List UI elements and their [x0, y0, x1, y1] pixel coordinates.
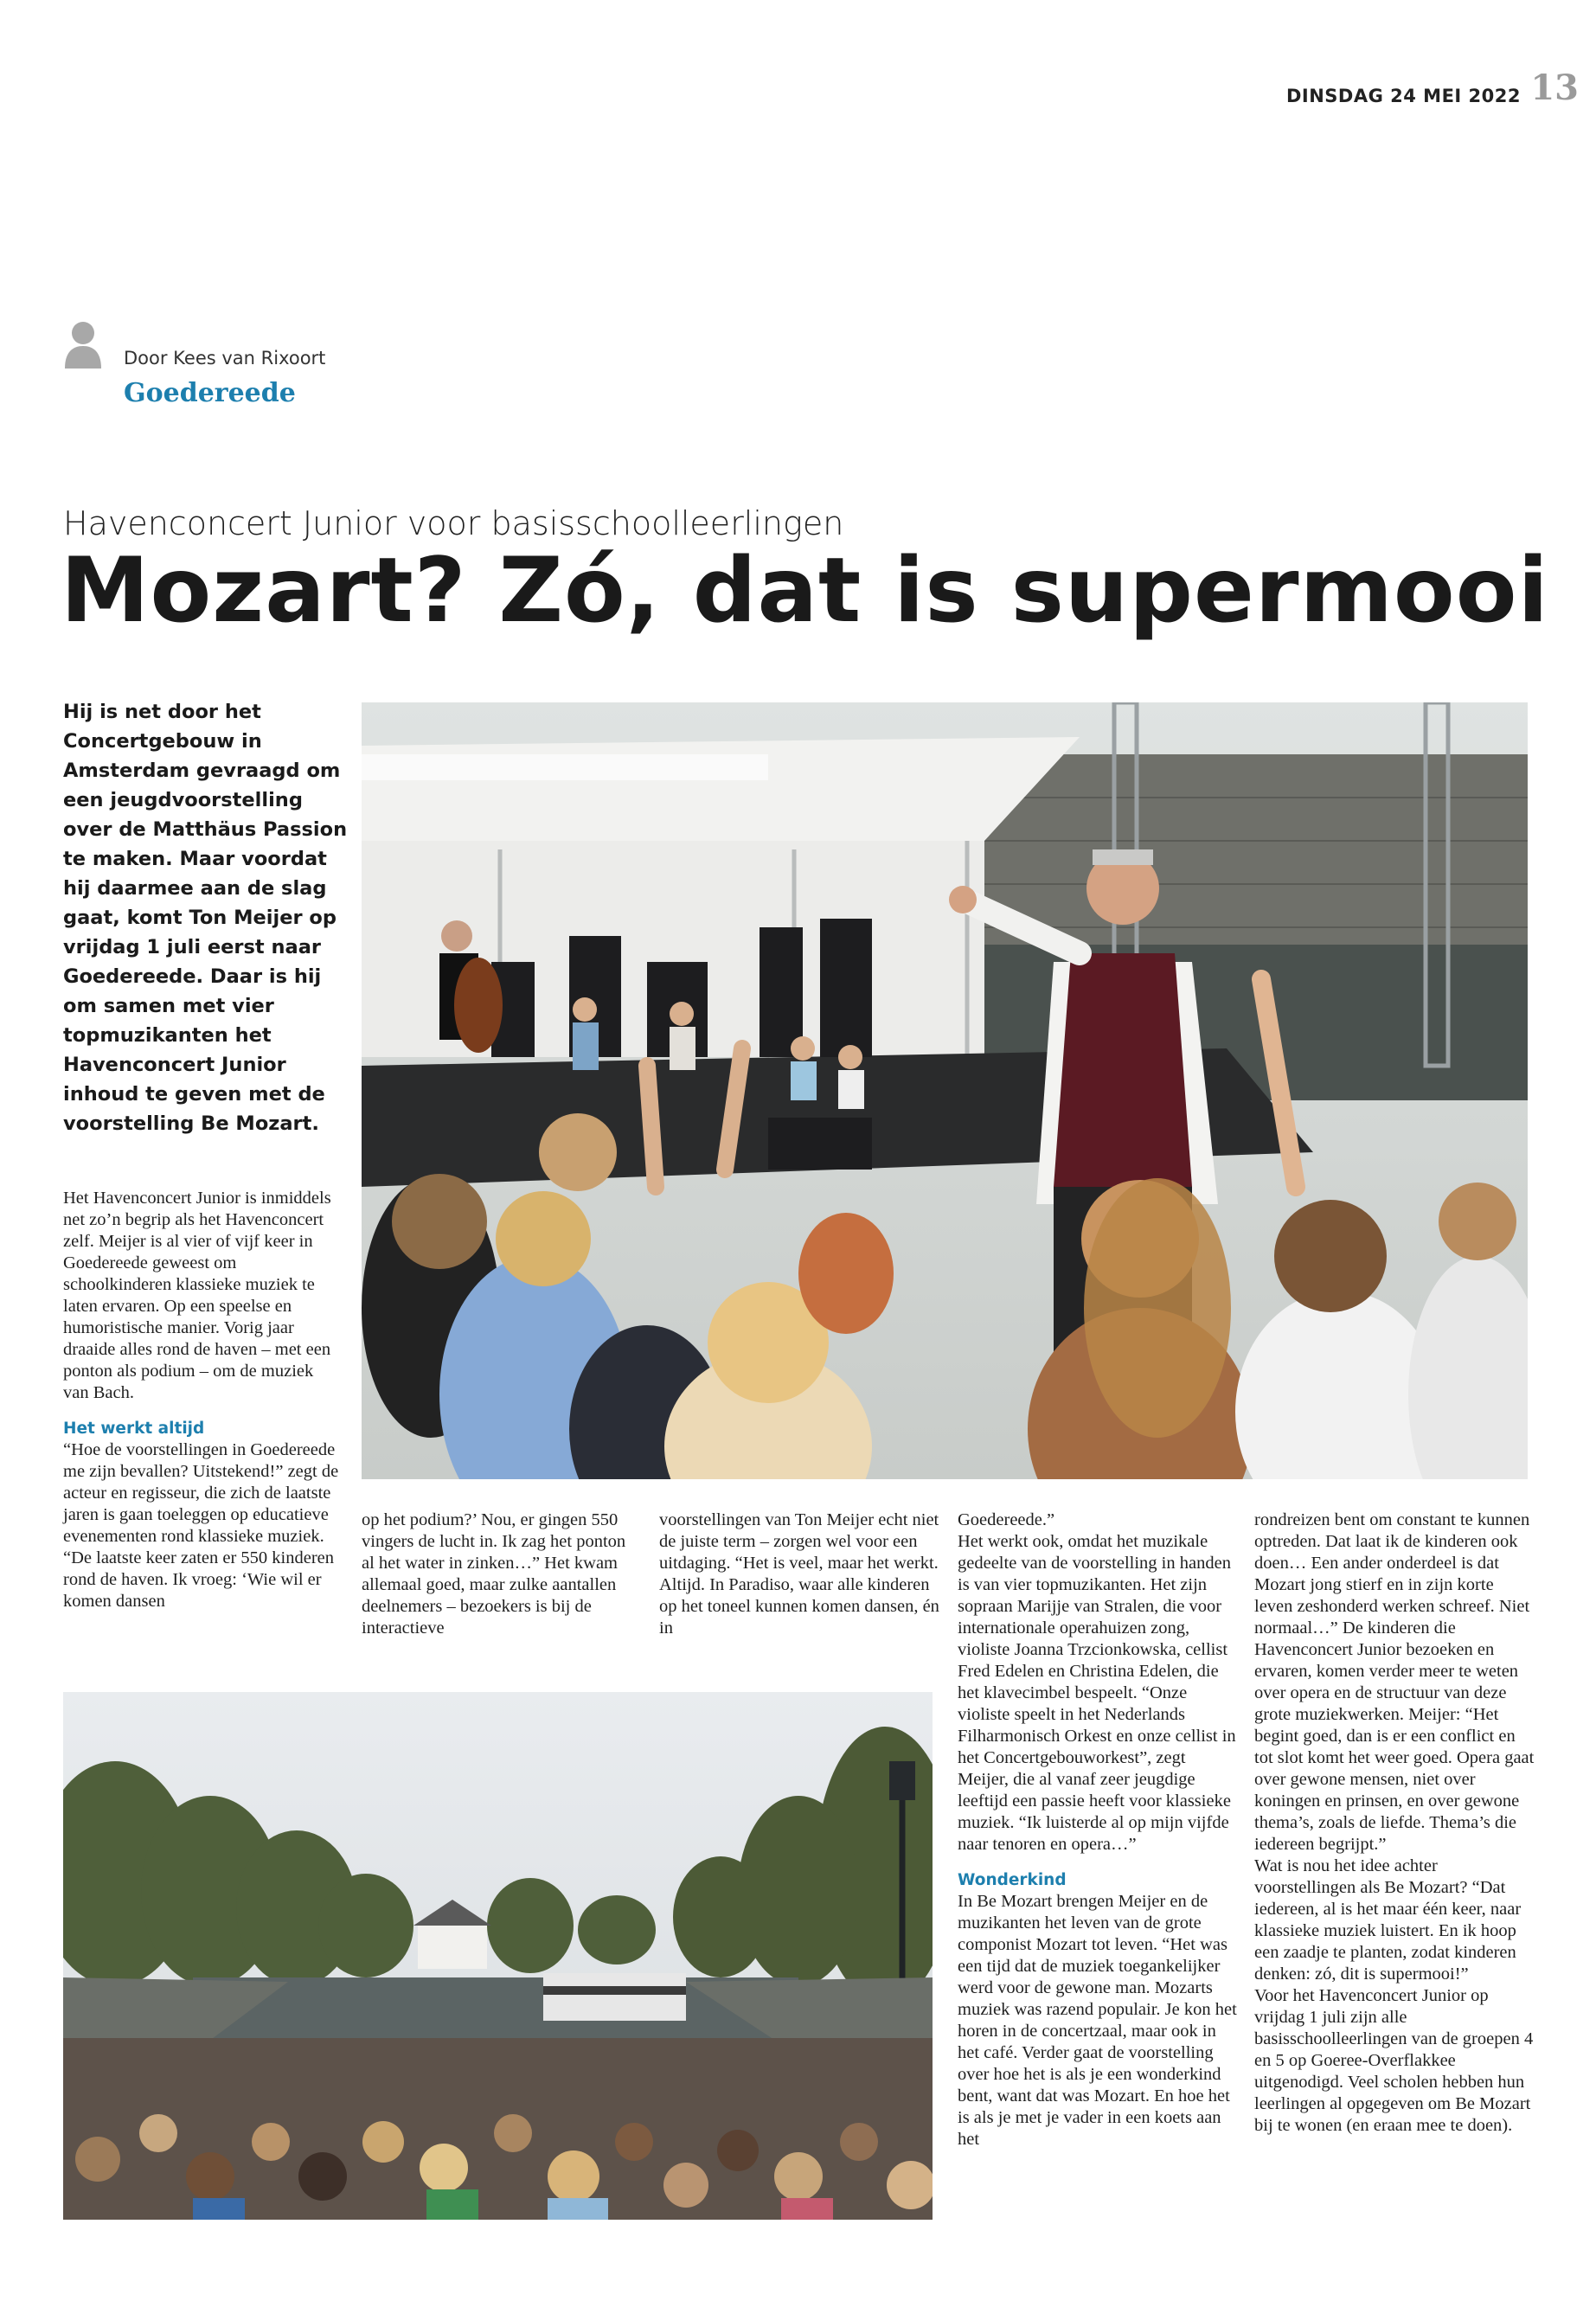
- article-column-1: [63, 1188, 340, 1612]
- paragraph: Voor het Havenconcert Junior op vrijdag 1 juli zijn alle basisschoolleerlingen van de groepen 4 en 5 op Goeree-Overflakkee uitgenodigd. Veel scholen hebben hun leerlingen al opgegeven om Be Mozart bij te wonen (en eraan mee te doen).: [1254, 1986, 1534, 2135]
- article-headline: Mozart? Zó, dat is supermooi: [61, 539, 1549, 643]
- location-label: Goedereede: [124, 378, 296, 408]
- subheading: Het werkt altijd: [63, 1420, 205, 1438]
- author-byline: Door Kees van Rixoort: [124, 348, 326, 369]
- article-lead: Hij is net door het Concertgebouw in Amsterdam gevraagd om een jeugdvoorstelling over de Matthäus Passion te maken. Maar voordat hij daarmee aan de slag gaat, komt Ton Meijer op vrijdag 1 juli eerst naar Goedereede. Daar is hij om samen met vier topmuzikanten het Havenconcert Junior inhoud te geven met de voorstelling Be Mozart.: [63, 701, 348, 1135]
- article-column-4: [958, 1509, 1240, 2150]
- stage-performance-photo: [362, 702, 1528, 1479]
- article-column-2: [362, 1509, 638, 1639]
- harbour-audience-photo: [63, 1692, 933, 2220]
- page-number: 13: [1530, 67, 1579, 108]
- article-column-3: [659, 1509, 940, 1639]
- article-column-5: [1254, 1509, 1535, 2137]
- subheading: Wonderkind: [958, 1871, 1067, 1889]
- paragraph: In Be Mozart brengen Meijer en de muzikanten het leven van de grote componist Mozart tot leven. “Het was een tijd dat de muziek toegankelijker werd voor de gewone man. Mozarts muziek was razend populair. Je kon het horen in de concertzaal, maar ook in het café. Verder gaat de voorstelling over hoe het is als je een wonderkind bent, want dat was Mozart. En hoe het is als je met je vader in een koets aan het: [958, 1892, 1237, 2149]
- paragraph: Wat is nou het idee achter voorstellingen als Be Mozart? “Dat iedereen, al is het maar één keer, naar klassieke muziek luistert. En ik hoop een zaadje te planten, zodat kinderen denken: zó, dit is supermooi!”: [1254, 1856, 1522, 1984]
- paragraph: op het podium?’ Nou, er gingen 550 vingers de lucht in. Ik zag het ponton al het water in zinken…” Het kwam allemaal goed, maar zulke aantallen deelnemers – bezoekers is bij de interactieve: [362, 1510, 626, 1638]
- paragraph: voorstellingen van Ton Meijer echt niet de juiste term – zorgen wel voor een uitdaging. “Het is veel, maar het werkt. Altijd. In Paradiso, waar alle kinderen op het toneel kunnen komen dansen, én in: [659, 1510, 939, 1638]
- paragraph: Het Havenconcert Junior is inmiddels net zo’n begrip als het Havenconcert zelf. Meijer is al vier of vijf keer in Goedereede geweest om schoolkinderen klassieke muziek te laten ervaren. Op een speelse en humoristische manier. Vorig jaar draaide alles rond de haven – met een ponton als podium – om de muziek van Bach.: [63, 1189, 331, 1402]
- paragraph: rondreizen bent om constant te kunnen optreden. Dat laat ik de kinderen ook doen… Een ander onderdeel is dat Mozart jong stierf en in zijn korte leven zeshonderd werken schreef. Niet normaal…” De kinderen die Havenconcert Junior bezoeken en ervaren, komen verder meer te weten over opera en de structuur van deze grote muziekwerken. Meijer: “Het begint goed, dan is er een conflict en tot slot komt het weer goed. Opera gaat over gewone mensen, niet over koningen en prinsen, en over gewone thema’s, zoals de liefde. Thema’s die iedereen begrijpt.”: [1254, 1510, 1535, 1854]
- paragraph: “Hoe de voorstellingen in Goedereede me zijn bevallen? Uitstekend!” zegt de acteur en regisseur, die zich de laatste jaren is gaan toeleggen op educatieve evenementen rond klassieke muziek. “De laatste keer zaten er 550 kinderen rond de haven. Ik vroeg: ‘Wie wil er komen dansen: [63, 1440, 339, 1611]
- person-icon: [63, 320, 103, 369]
- article-kicker: Havenconcert Junior voor basisschoolleerlingen: [63, 504, 844, 542]
- issue-date: DINSDAG 24 MEI 2022: [1285, 86, 1521, 106]
- paragraph: Goedereede.”: [958, 1510, 1055, 1529]
- paragraph: Het werkt ook, omdat het muzikale gedeelte van de voorstelling in handen is van vier topmuzikanten. Het zijn sopraan Marijje van Stralen, die voor internationale operahuizen zong, violiste Joanna Trzcionkowska, cellist Fred Edelen en Christina Edelen, die het klavecimbel bespeelt. “Onze violiste speelt in het Nederlands Filharmonisch Orkest en onze cellist in het Concertgebouworkest”, zegt Meijer, die al vanaf zeer jeugdige leeftijd een passie heeft voor klassieke muziek. “Ik luisterde al op mijn vijfde naar tenoren en opera…”: [958, 1532, 1236, 1854]
